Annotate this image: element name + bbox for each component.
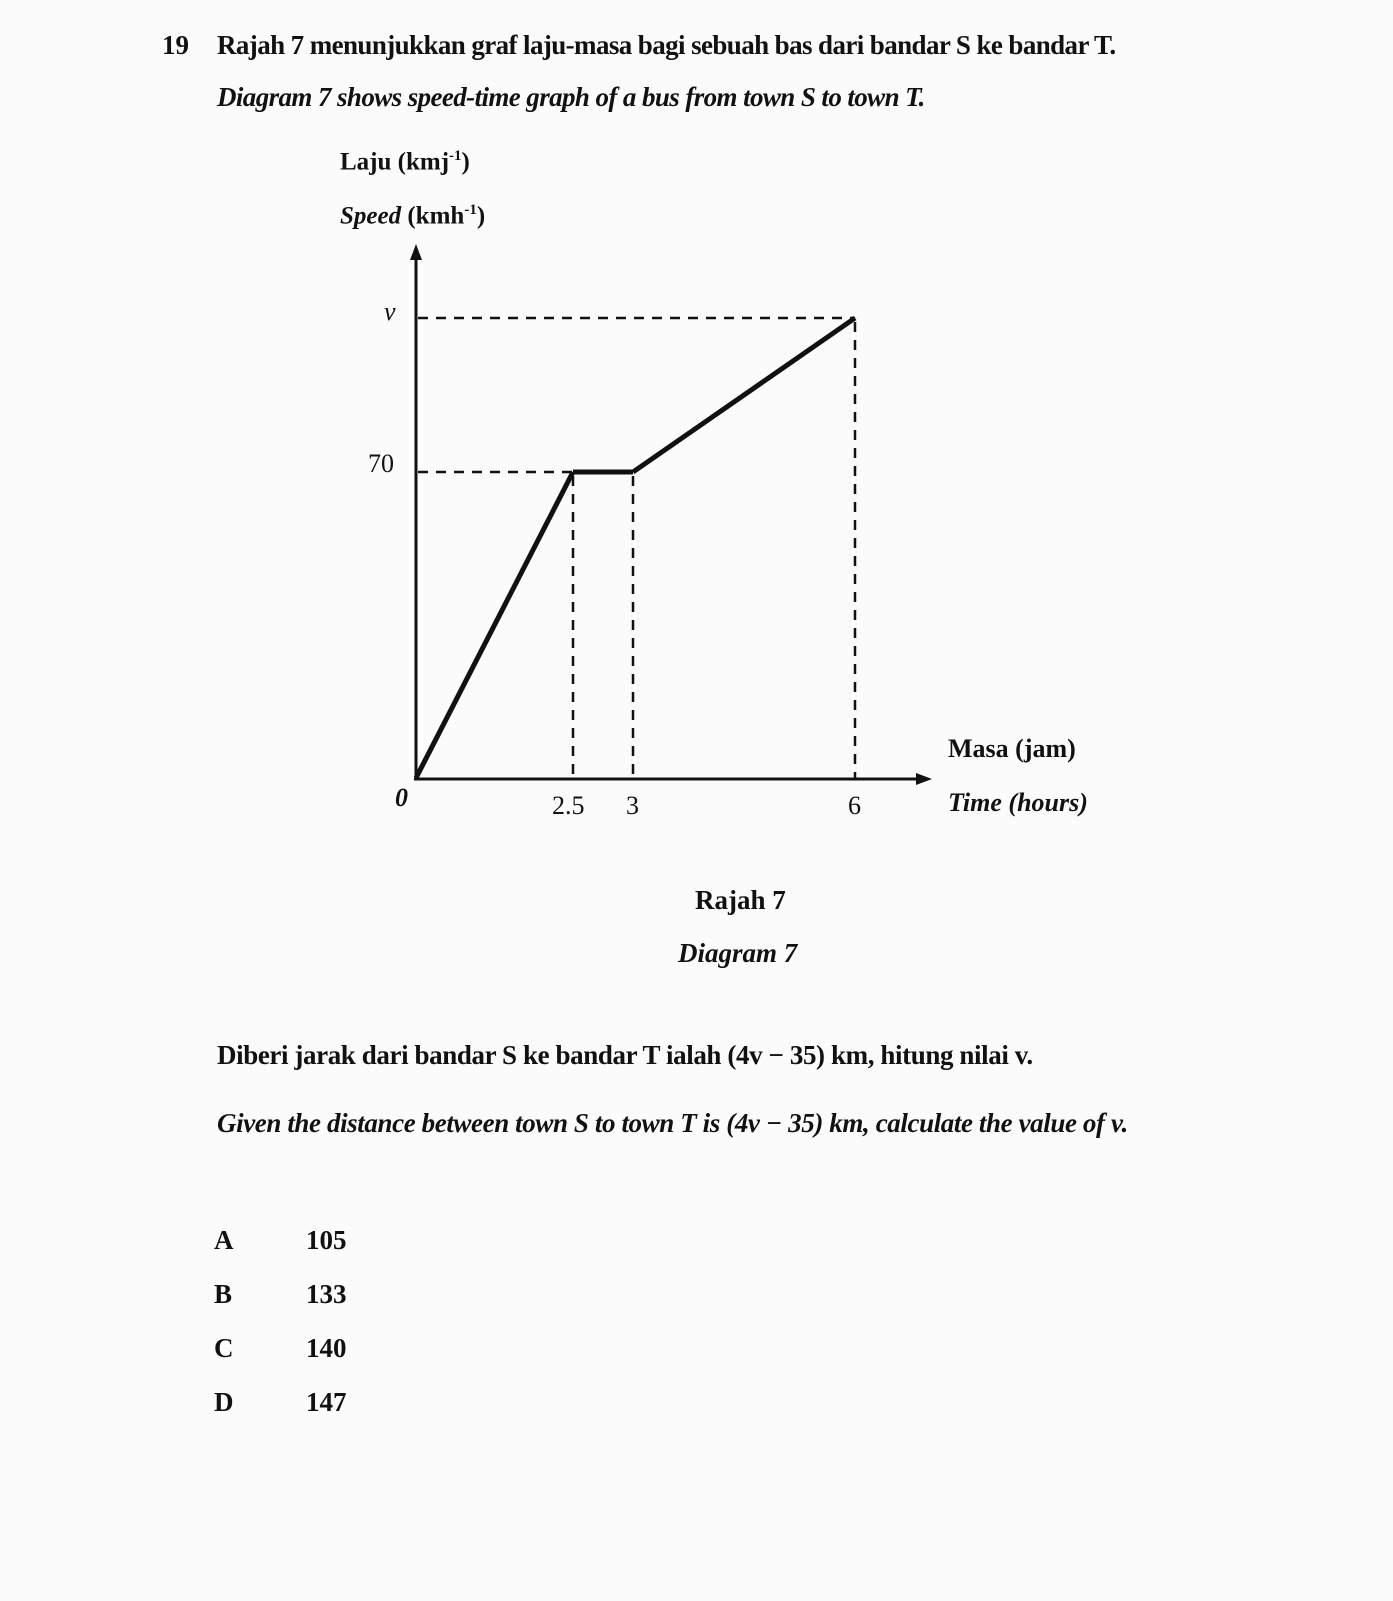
x-tick-6: 6 [848,791,861,820]
option-c-value[interactable]: 140 [306,1333,347,1363]
unit-exponent: -1 [449,148,462,164]
y-axis-label-malay: Laju (kmj$^{-1}$) [340,148,470,176]
segment-second-acceleration [633,318,855,472]
segment-acceleration [416,472,573,778]
option-a-value[interactable]: 105 [306,1225,347,1255]
origin-label: 0 [395,783,408,812]
x-axis-label-english: Time (hours) [948,788,1088,817]
diagram-caption-english: Diagram 7 [678,938,798,968]
y-axis-arrow-icon [410,244,422,260]
question-number: 19 [162,30,189,60]
x-axis-label-malay: Masa (jam) [948,734,1076,763]
option-b-value[interactable]: 133 [306,1279,347,1309]
option-c-letter: C [214,1333,234,1363]
option-d-value[interactable]: 147 [306,1387,347,1417]
y-tick-70: 70 [368,449,394,478]
option-d-letter: D [214,1387,234,1417]
diagram-caption-malay: Rajah 7 [695,885,786,915]
option-a-letter: A [214,1225,234,1255]
y-label-malay-text: Laju (kmj [340,148,450,176]
y-label-english-text: Speed [340,202,402,230]
x-tick-2-5: 2.5 [552,791,585,820]
prompt-english: Given the distance between town S to town T is (4v − 35) km, calculate the value of v. [217,1108,1128,1138]
x-tick-3: 3 [626,791,639,820]
y-tick-v: v [384,297,396,326]
question-intro-english: Diagram 7 shows speed-time graph of a bus from town S to town T. [217,82,925,112]
y-axis-label-english: Speed (kmh$^{-1}$) [340,202,486,230]
x-axis-arrow-icon [916,773,932,785]
y-label-unit: (kmh [407,202,465,230]
question-intro-malay: Rajah 7 menunjukkan graf laju-masa bagi sebuah bas dari bandar S ke bandar T. [217,30,1116,60]
prompt-malay: Diberi jarak dari bandar S ke bandar T ialah (4v − 35) km, hitung nilai v. [217,1040,1033,1070]
option-b-letter: B [214,1279,233,1309]
unit-exponent: -1 [464,202,477,218]
